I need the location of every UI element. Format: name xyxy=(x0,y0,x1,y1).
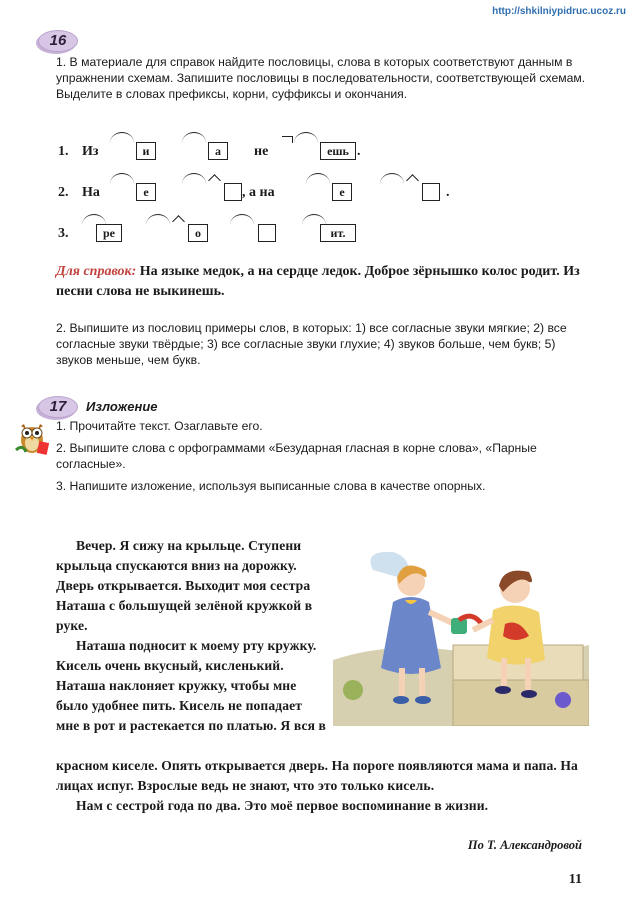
root-arc-icon xyxy=(230,214,254,225)
ending-box: о xyxy=(188,224,208,242)
owl-mascot-icon xyxy=(14,416,50,456)
root-arc-icon xyxy=(146,214,170,225)
root-arc-icon xyxy=(110,132,134,143)
morpheme-scheme-1 xyxy=(58,136,478,162)
exercise-17-tasks xyxy=(56,418,586,494)
story-author: По Т. Александровой xyxy=(467,838,582,852)
ending-box xyxy=(258,224,276,242)
suffix-caret-icon xyxy=(172,215,185,228)
exercise-number-badge xyxy=(38,396,78,418)
scheme-end: . xyxy=(446,185,450,200)
reference-label: Для справок: xyxy=(56,264,137,279)
exercise-title: Изложение xyxy=(86,399,158,414)
exercise-number: 17 xyxy=(49,398,67,415)
prefix-mark-icon xyxy=(282,136,293,143)
story-full-width xyxy=(56,756,586,816)
ending-box: и xyxy=(136,142,156,160)
scheme-number: 1. xyxy=(58,144,69,159)
exercise-number-badge xyxy=(38,30,78,52)
task-text: 1. В материале для справок найдите пословицы, слова в которых соответствуют данным в упражнении схемам. Запишите пословицы в последовательности, соответствующей схемам. Выделите в словах префиксы, корни, суффиксы и окончания. xyxy=(56,55,586,101)
suffix-caret-icon xyxy=(406,174,419,187)
morpheme-scheme-2 xyxy=(58,177,478,203)
scheme-word: , а на xyxy=(242,185,275,200)
story-column xyxy=(56,536,328,736)
ending-box: ит. xyxy=(320,224,356,242)
root-arc-icon xyxy=(306,173,330,184)
ending-box: е xyxy=(136,183,156,201)
root-arc-icon xyxy=(110,173,134,184)
ending-box: ешь xyxy=(320,142,356,160)
ending-box: а xyxy=(208,142,228,160)
story-paragraph: Наташа подносит к моему рту кружку. Кисель очень вкусный, кисленький. Наташа наклоняет кружку, чтобы мне было удобнее пить. Кисель не попадает мне в рот и растекается по платью. Я вся в xyxy=(56,638,326,733)
exercise-number: 16 xyxy=(49,32,67,49)
story-paragraph: Нам с сестрой года по два. Это моё первое воспоминание в жизни. xyxy=(76,798,489,813)
root-arc-icon xyxy=(294,132,318,143)
root-arc-icon xyxy=(380,173,404,184)
story-paragraph: красном киселе. Опять открывается дверь. На пороге появляются мама и папа. На лицах испуг. Взрослые ведь не знают, что это только кисель. xyxy=(56,758,578,793)
scheme-end: . xyxy=(357,144,361,159)
morpheme-scheme-3 xyxy=(58,218,478,244)
task-text: 2. Выпишите из пословиц примеры слов, в которых: 1) все согласные звуки мягкие; 2) все согласные звуки твёрдые; 3) все согласные звуки глухие; 4) звуков больше, чем букв; 5) звуков меньше, чем букв. xyxy=(56,321,567,367)
scheme-number: 2. xyxy=(58,185,69,200)
reference-material xyxy=(56,262,586,302)
scheme-word: На xyxy=(82,185,100,200)
ending-box: е xyxy=(332,183,352,201)
root-arc-icon xyxy=(182,132,206,143)
exercise-16-task-1 xyxy=(56,54,586,102)
exercise-16-task-2 xyxy=(56,320,586,368)
root-arc-icon xyxy=(182,173,206,184)
task-text: 2. Выпишите слова с орфограммами «Безударная гласная в корне слова», «Парные согласные». xyxy=(56,441,537,471)
suffix-caret-icon xyxy=(208,174,221,187)
task-text: 1. Прочитайте текст. Озаглавьте его. xyxy=(56,419,263,433)
page-number: 11 xyxy=(568,872,582,887)
children-kissel-illustration xyxy=(333,540,589,726)
scheme-number: 3. xyxy=(58,226,69,241)
scheme-word: Из xyxy=(82,144,99,159)
ending-box: ре xyxy=(96,224,122,242)
header-url: http://shkilniypidruc.ucoz.ru xyxy=(492,6,626,17)
ending-box xyxy=(224,183,242,201)
reference-text: На языке медок, а на сердце ледок. Доброе зёрнышко колос родит. Из песни слова не выкинешь. xyxy=(56,264,580,299)
ending-box xyxy=(422,183,440,201)
story-paragraph: Вечер. Я сижу на крыльце. Ступени крыльца спускаются вниз на дорожку. Дверь открывается. Выходит моя сестра Наташа с большущей зелёной кружкой в руке. xyxy=(56,538,313,633)
scheme-word: не xyxy=(254,144,269,159)
task-text: 3. Напишите изложение, используя выписанные слова в качестве опорных. xyxy=(56,479,486,493)
